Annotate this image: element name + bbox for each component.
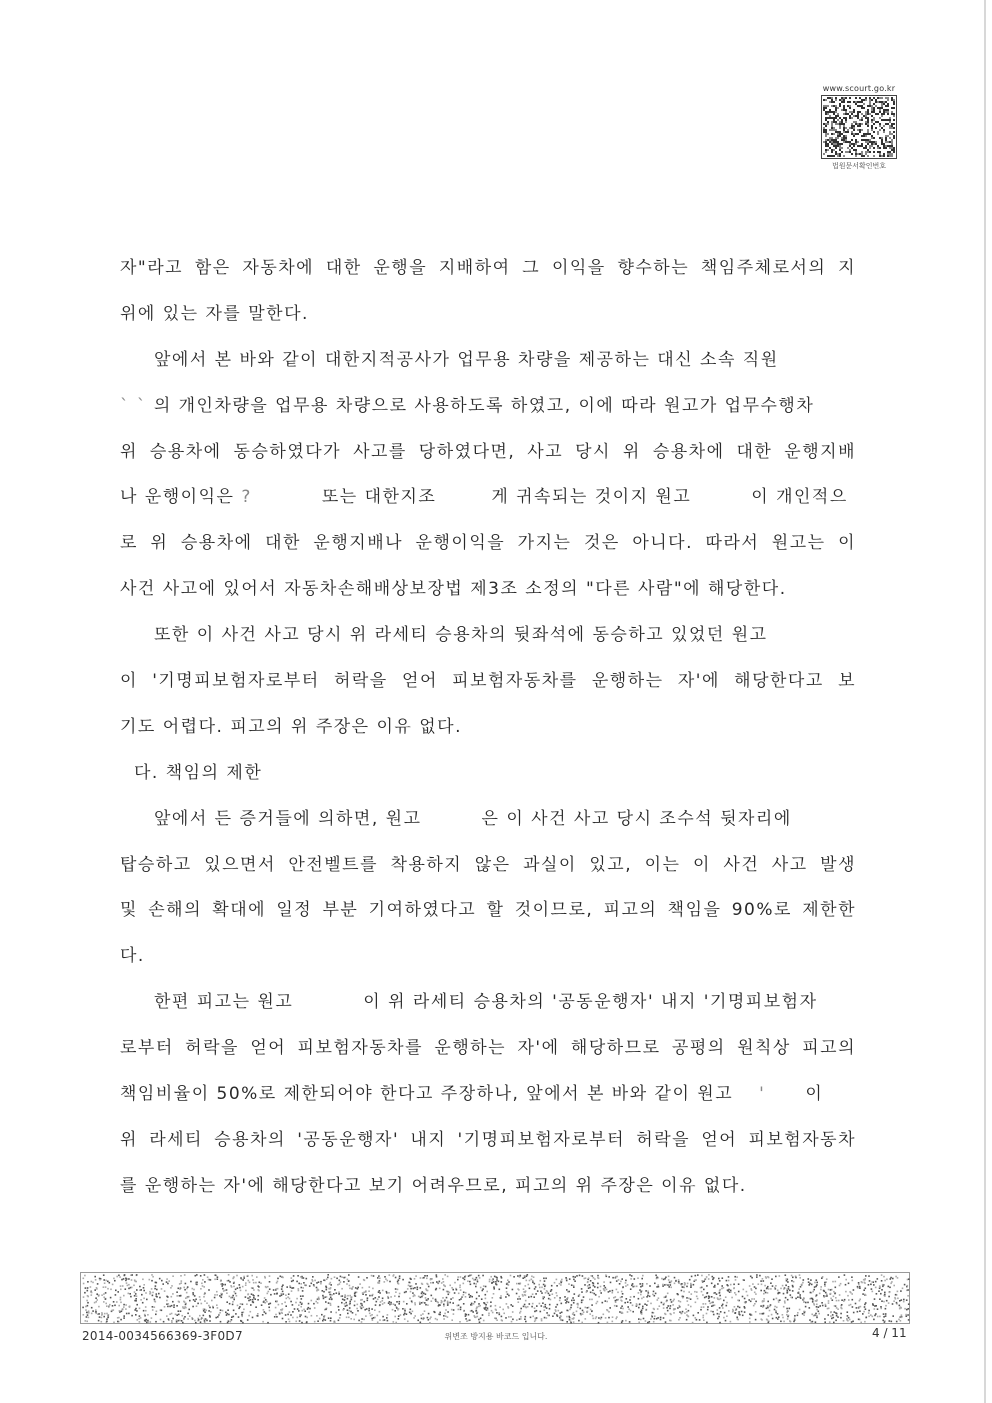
text-line: 를 운행하는 자'에 해당한다고 보기 어려우므로, 피고의 위 주장은 이유 없다.: [120, 1175, 747, 1196]
barcode-icon: [80, 1272, 910, 1324]
text-line: 사건 사고에 있어서 자동차손해배상보장법 제3조 소정의 "다른 사람"에 해당한다.: [120, 579, 787, 600]
text-line: [120, 1072, 856, 1118]
text-segment: 이 위 라세티 승용차의 '공동운행자' 내지 '기명피보험자: [363, 992, 818, 1013]
section-heading: 다. 책임의 제한: [134, 762, 263, 783]
text-segment: 게 귀속되는 것이지 원고: [491, 487, 692, 508]
document-body: [120, 246, 856, 1210]
text-segment: 의 개인차량을 업무용 차량으로 사용하도록 하였고, 이에 따라 원고가 업무수행차: [153, 395, 815, 416]
text-segment: 은 이 사건 사고 당시 조수석 뒷자리에: [481, 808, 792, 829]
text-line: 위에 있는 자를 말한다.: [120, 303, 309, 324]
text-line: 이 '기명피보험자로부터 허락을 얻어 피보험자동차를 운행하는 자'에 해당한다고 보: [120, 671, 856, 692]
redaction-mark: ` `: [120, 395, 147, 416]
text-line: [120, 797, 856, 843]
text-segment: 책임비율이 50%로 제한되어야 한다고 주장하나, 앞에서 본 바와 같이 원고: [120, 1084, 734, 1105]
text-segment: 이 개인적으: [751, 487, 848, 508]
text-segment: 한편 피고는 원고: [154, 992, 294, 1013]
qr-code-block: [818, 84, 900, 174]
text-line: 위 승용차에 동승하였다가 사고를 당하였다면, 사고 당시 위 승용차에 대한 운행지배: [120, 441, 856, 462]
text-segment: 나 운행이익은: [120, 487, 235, 508]
text-line: 탑승하고 있으면서 안전벨트를 착용하지 않은 과실이 있고, 이는 이 사건 사고 발생: [120, 854, 856, 875]
text-line: 로부터 허락을 얻어 피보험자동차를 운행하는 자'에 해당하므로 공평의 원칙상 피고의: [120, 1038, 856, 1059]
footer-note: 위변조 방지용 바코드 입니다.: [444, 1332, 548, 1341]
qr-code-icon: [821, 95, 897, 159]
qr-caption: 법원문서확인번호: [831, 162, 887, 170]
text-line: 및 손해의 확대에 일정 부분 기여하였다고 할 것이므로, 피고의 책임을 90%로 제한한: [120, 900, 856, 921]
text-line: [120, 980, 856, 1026]
text-line: 또한 이 사건 사고 당시 위 라세티 승용차의 뒷좌석에 동승하고 있었던 원고: [154, 625, 768, 646]
text-segment: 앞에서 든 증거들에 의하면, 원고: [154, 808, 422, 829]
text-line: 로 위 승용차에 대한 운행지배나 운행이익을 가지는 것은 아니다. 따라서 원고는 이: [120, 533, 856, 554]
text-segment: 이: [805, 1084, 824, 1105]
text-line: 앞에서 본 바와 같이 대한지적공사가 업무용 차량을 제공하는 대신 소속 직원: [154, 349, 779, 370]
text-line: 자"라고 함은 자동차에 대한 운행을 지배하여 그 이익을 향수하는 책임주체로서의 지: [120, 258, 856, 278]
text-line: 기도 어렵다. 피고의 위 주장은 이유 없다.: [120, 716, 462, 737]
redaction-mark: ?: [241, 487, 252, 508]
text-line: [120, 384, 856, 430]
redaction-mark: ': [759, 1084, 766, 1105]
document-code: 2014-0034566369-3F0D7: [82, 1329, 243, 1343]
qr-url-text: www.scourt.go.kr: [822, 84, 896, 93]
text-line: 위 라세티 승용차의 '공동운행자' 내지 '기명피보험자로부터 허락을 얻어 피보험자동차: [120, 1129, 856, 1150]
text-line: [120, 475, 856, 521]
text-line: 다.: [120, 946, 145, 967]
scan-edge-line: [984, 0, 986, 1403]
page-number: 4 / 11: [872, 1326, 907, 1340]
text-segment: 또는 대한지조: [321, 487, 437, 508]
